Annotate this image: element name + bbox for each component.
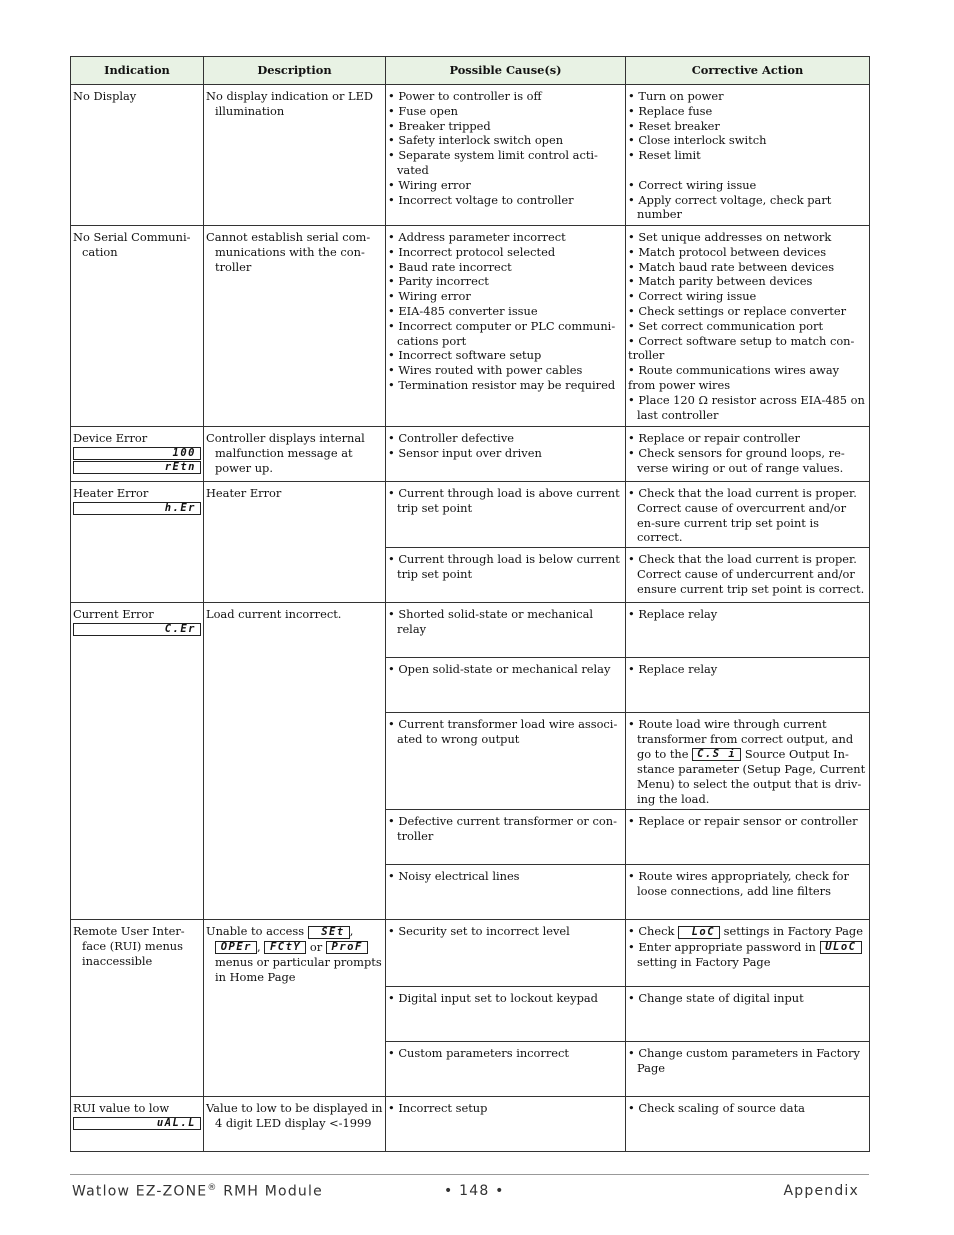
causes-cell (386, 226, 626, 427)
indication-cell (71, 920, 204, 1097)
description-cell (204, 427, 386, 482)
header-description: Description (204, 57, 386, 85)
table-row (71, 482, 870, 548)
display-code-loc: LoC (678, 926, 720, 939)
list-item: • Sensor input over driven (388, 445, 542, 460)
list-item: • Replace relay (628, 662, 718, 677)
display-code-set: SEt (308, 926, 350, 939)
causes-cell (386, 548, 626, 603)
list-item: • Apply correct voltage, check part number (628, 192, 832, 222)
list-item: • Check sensors for ground loops, re-verse wiring or out of range values. (628, 445, 845, 475)
description-cell (204, 1097, 386, 1152)
table-row (71, 427, 870, 482)
list-item: • Incorrect computer or PLC communi-cations port (388, 318, 616, 348)
list-item: • Check LoC settings in Factory Page (628, 924, 863, 939)
indication-cell (71, 603, 204, 920)
list-item: • Shorted solid-state or mechanical relay (388, 607, 594, 636)
display-code-retn: rEtn (73, 461, 201, 474)
list-item: • Noisy electrical lines (388, 869, 520, 884)
list-item: • Set unique addresses on network (628, 230, 832, 244)
list-item: • Check settings or replace converter (628, 303, 847, 318)
footer-page-number: • 148 • (444, 1183, 505, 1199)
actions-cell (626, 810, 870, 865)
actions-cell (626, 85, 870, 226)
list-item: • Parity incorrect (388, 274, 489, 289)
description-cell (204, 226, 386, 427)
list-item: • Security set to incorrect level (388, 924, 570, 939)
list-item: • Replace fuse (628, 103, 713, 118)
actions-cell (626, 482, 870, 548)
display-code-uloc: ULoC (820, 941, 862, 954)
list-item: • Breaker tripped (388, 118, 491, 133)
list-item: • Custom parameters incorrect (388, 1046, 569, 1061)
actions-cell (626, 427, 870, 482)
list-item: • Place 120 Ω resistor across EIA-485 on last controller (628, 392, 865, 422)
indication-text: Heater Error (73, 486, 149, 500)
causes-cell (386, 482, 626, 548)
description-text: Unable to access SEt , OPEr , FCtY or ProF menus or particular prompts in Home Page (206, 924, 382, 984)
description-text: Cannot establish serial com-munications with the con-troller (206, 230, 371, 274)
list-item: • Correct wiring issue (628, 177, 757, 192)
indication-cell (71, 226, 204, 427)
table-row (71, 226, 870, 427)
header-corrective-action: Corrective Action (626, 57, 870, 85)
list-item: • Route wires appropriately, check for loose connections, add line filters (628, 869, 849, 898)
description-cell (204, 603, 386, 920)
indication-cell (71, 85, 204, 226)
causes-cell (386, 603, 626, 658)
indication-text: RUI value to low (73, 1101, 170, 1116)
list-item: • Turn on power (628, 89, 724, 103)
actions-cell (626, 658, 870, 713)
description-cell (204, 920, 386, 1097)
list-item: • Incorrect protocol selected (388, 244, 556, 259)
causes-cell (386, 1097, 626, 1152)
actions-cell (626, 920, 870, 987)
list-item: • Digital input set to lockout keypad (388, 991, 598, 1006)
list-item: • Current transformer load wire associ-ated to wrong output (388, 717, 618, 746)
causes-cell (386, 427, 626, 482)
actions-cell (626, 1097, 870, 1152)
display-code-cer: C.Er (73, 623, 201, 636)
description-text: No display indication or LED illumination (206, 89, 374, 118)
list-item: • Close interlock switch (628, 133, 767, 148)
list-item: • Separate system limit control acti-vated (388, 148, 598, 177)
list-item: • Replace or repair sensor or controller (628, 814, 858, 829)
page-footer (70, 1174, 869, 1200)
actions-cell (626, 548, 870, 603)
description-text: Controller displays internal malfunction message at power up. (206, 431, 365, 475)
list-item: • Baud rate incorrect (388, 259, 512, 274)
list-item: • Safety interlock switch open (388, 133, 564, 148)
footer-product: Watlow EZ-ZONE® RMH Module (72, 1183, 323, 1200)
actions-list (628, 89, 867, 222)
causes-cell (386, 810, 626, 865)
table-row (71, 920, 870, 987)
causes-cell (386, 713, 626, 810)
list-item: • Match baud rate between devices (628, 259, 835, 274)
list-item: • Route load wire through current transformer from correct output, and go to the C.S i Source Output In-stance parameter (Setup Page, Current Menu) to select the output that is driv-ing the load. (628, 717, 866, 806)
causes-cell (386, 920, 626, 987)
causes-list (388, 89, 623, 207)
actions-cell (626, 1042, 870, 1097)
actions-cell (626, 603, 870, 658)
list-item: • Correct wiring issue (628, 289, 757, 304)
list-item: • Check that the load current is proper. Correct cause of undercurrent and/or ensure current trip set point is correct. (628, 552, 865, 596)
table-row (71, 85, 870, 226)
indication-text: Current Error (73, 607, 154, 622)
description-cell (204, 85, 386, 226)
list-item: • Wiring error (388, 289, 471, 304)
list-item: • Match parity between devices (628, 274, 813, 289)
description-text: Value to low to be displayed in 4 digit LED display <-1999 (206, 1101, 383, 1130)
list-item: • Set correct communication port (628, 318, 824, 333)
indication-text: No Display (73, 89, 137, 103)
display-code-uall: uAL.L (73, 1117, 201, 1130)
list-item: • Reset breaker (628, 118, 720, 133)
list-item: • Open solid-state or mechanical relay (388, 662, 611, 677)
list-item: • Replace relay (628, 607, 718, 622)
list-item: • Route communications wires away from power wires (628, 363, 840, 392)
indication-cell (71, 482, 204, 603)
causes-list (388, 431, 623, 461)
list-item: • Replace or repair controller (628, 431, 800, 445)
list-item: • Reset limit (628, 148, 701, 163)
list-item: • Check scaling of source data (628, 1101, 805, 1116)
indication-cell (71, 1097, 204, 1152)
actions-cell (626, 865, 870, 920)
display-code-her: h.Er (73, 502, 201, 515)
list-item: • Wiring error (388, 177, 471, 192)
actions-cell (626, 987, 870, 1042)
list-item: • Defective current transformer or con-troller (388, 814, 617, 843)
actions-cell (626, 713, 870, 810)
list-item: • Address parameter incorrect (388, 230, 566, 244)
display-code-oper: OPEr (215, 941, 257, 954)
troubleshooting-table (70, 56, 870, 1152)
list-item: • Controller defective (388, 431, 514, 445)
list-item: • Incorrect setup (388, 1101, 488, 1116)
causes-cell (386, 987, 626, 1042)
list-item: • Fuse open (388, 103, 459, 118)
indication-text: Remote User Inter-face (RUI) menus inaccessible (73, 924, 185, 968)
table-row (71, 603, 870, 658)
causes-cell (386, 1042, 626, 1097)
display-code-csi: C.S i (692, 748, 741, 761)
description-text: Heater Error (206, 486, 282, 500)
indication-text: Device Error (73, 431, 148, 445)
list-item: • EIA-485 converter issue (388, 303, 538, 318)
indication-text: No Serial Communi-cation (73, 230, 191, 259)
indication-cell (71, 427, 204, 482)
display-code-prof: ProF (326, 941, 368, 954)
footer-section: Appendix (783, 1183, 859, 1199)
actions-cell (626, 226, 870, 427)
causes-cell (386, 658, 626, 713)
list-item: • Incorrect software setup (388, 348, 542, 363)
actions-list (628, 431, 867, 475)
table-header-row (71, 57, 870, 85)
list-item: • Incorrect voltage to controller (388, 192, 574, 207)
display-code-fcty: FCtY (264, 941, 306, 954)
list-item: • Power to controller is off (388, 89, 542, 103)
header-causes: Possible Cause(s) (386, 57, 626, 85)
header-indication: Indication (71, 57, 204, 85)
display-code-100: 100 (73, 447, 201, 460)
table-row (71, 1097, 870, 1152)
list-item: • Current through load is above current trip set point (388, 486, 620, 515)
list-item: • Wires routed with power cables (388, 363, 583, 378)
description-text: Load current incorrect. (206, 607, 342, 622)
causes-list (388, 230, 623, 393)
list-item: • Enter appropriate password in ULoC setting in Factory Page (628, 940, 867, 970)
causes-cell (386, 865, 626, 920)
list-item: • Check that the load current is proper. Correct cause of overcurrent and/or en-sure current trip set point is correct. (628, 486, 857, 545)
description-cell (204, 482, 386, 603)
causes-cell (386, 85, 626, 226)
list-item: • Match protocol between devices (628, 244, 827, 259)
list-item: • Correct software setup to match con-troller (628, 333, 855, 363)
list-item: • Current through load is below current trip set point (388, 552, 620, 581)
list-item: • Change custom parameters in Factory Page (628, 1046, 860, 1075)
list-item: • Termination resistor may be required (388, 377, 616, 392)
actions-list (628, 230, 867, 422)
list-item: • Change state of digital input (628, 991, 804, 1006)
